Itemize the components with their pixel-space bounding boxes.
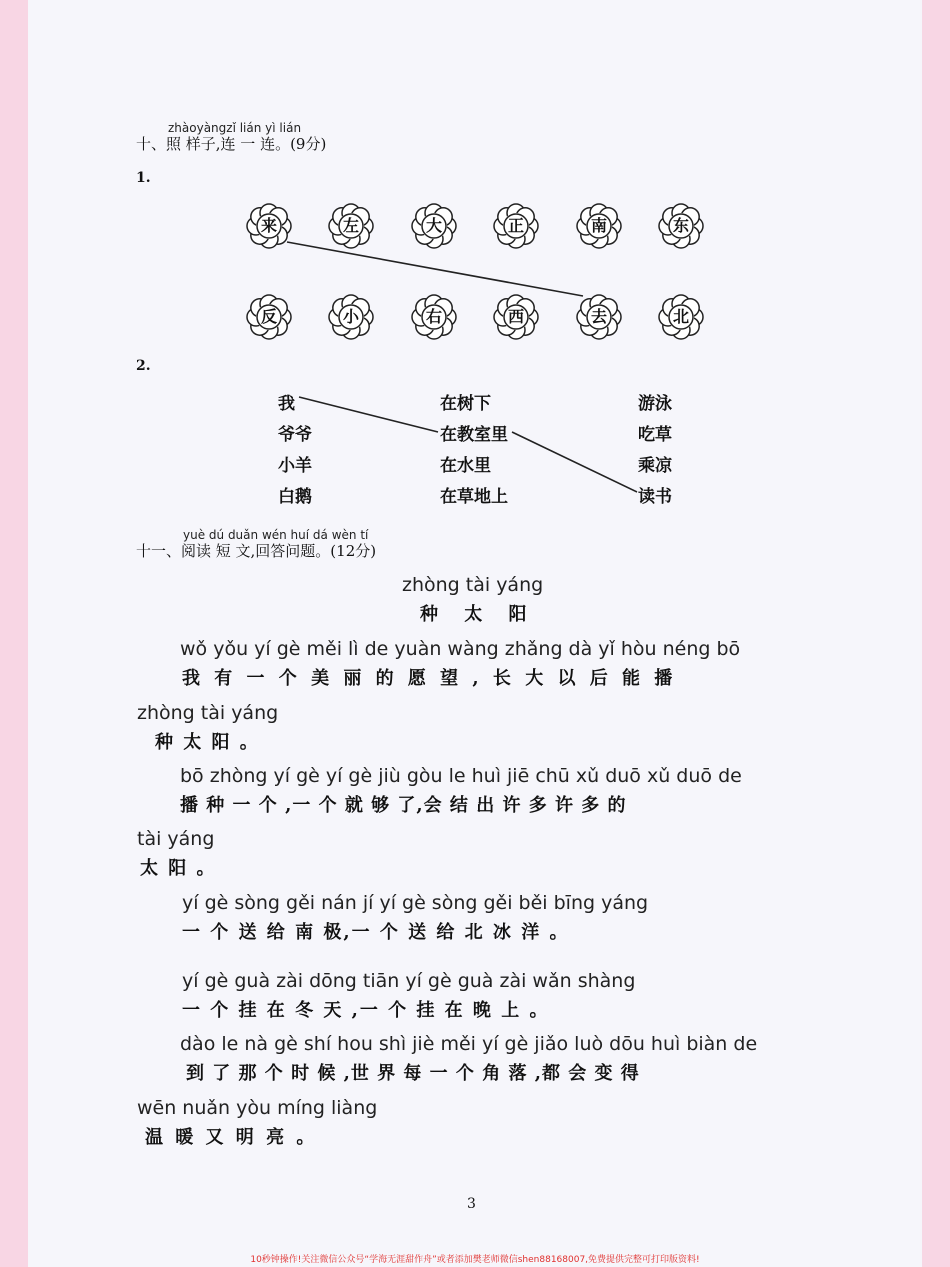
flower-top-3[interactable]: 大 — [409, 201, 459, 251]
passage-line-text: 种 太 阳 。 — [155, 732, 260, 753]
passage-line-text: 太 阳 。 — [140, 858, 217, 879]
passage-line-text: 我 有 一 个 美 丽 的 愿 望 , 长 大 以 后 能 播 — [182, 668, 677, 689]
example-line-q2a — [299, 397, 438, 432]
section11-pinyin: yuè dú duǎn wén huí dá wèn tí — [183, 528, 369, 542]
passage-line-text: 温 暖 又 明 亮 。 — [145, 1127, 318, 1148]
footer-notice: 10秒钟操作!关注微信公众号“学海无涯甜作舟”或者添加樊老师微信shen88168007,免费提供完整可打印版资料! — [250, 1255, 700, 1265]
flower-bottom-3[interactable]: 右 — [409, 292, 459, 342]
q2-col2-item[interactable]: 在树下 — [440, 394, 491, 414]
q2-col3-item[interactable]: 游泳 — [638, 394, 672, 414]
passage-line-pinyin: wēn nuǎn yòu míng liàng — [137, 1097, 378, 1119]
passage-title-pinyin: zhòng tài yáng — [402, 574, 544, 596]
flower-bottom-5[interactable]: 去 — [574, 292, 624, 342]
passage-line-pinyin: zhòng tài yáng — [137, 702, 279, 724]
passage-line-pinyin: dào le nà gè shí hou shì jiè měi yí gè jiǎo luò dōu huì biàn de — [180, 1033, 758, 1055]
passage-line-text: 一 个 送 给 南 极,一 个 送 给 北 冰 洋 。 — [182, 922, 570, 943]
flower-top-6[interactable]: 东 — [656, 201, 706, 251]
section10-pinyin: zhàoyàngzǐ lián yì lián — [168, 121, 302, 135]
q1-number: 1. — [136, 170, 151, 186]
passage-title: 种 太 阳 — [420, 604, 537, 625]
example-line-q1 — [287, 242, 583, 296]
flower-bottom-6[interactable]: 北 — [656, 292, 706, 342]
q2-col3-item[interactable]: 吃草 — [638, 425, 672, 445]
flower-bottom-1[interactable]: 反 — [244, 292, 294, 342]
flower-bottom-4[interactable]: 西 — [491, 292, 541, 342]
flower-top-2[interactable]: 左 — [326, 201, 376, 251]
q2-col2-item[interactable]: 在水里 — [440, 456, 491, 476]
flower-top-4[interactable]: 正 — [491, 201, 541, 251]
q2-col3-item[interactable]: 乘凉 — [638, 456, 672, 476]
page-number: 3 — [467, 1196, 476, 1212]
passage-line-pinyin: bō zhòng yí gè yí gè jiù gòu le huì jiē chū xǔ duō xǔ duō de — [180, 765, 742, 787]
passage-line-pinyin: yí gè guà zài dōng tiān yí gè guà zài wǎn shàng — [182, 970, 636, 992]
passage-line-text: 一 个 挂 在 冬 天 ,一 个 挂 在 晚 上 。 — [182, 1000, 550, 1021]
q2-col1-item[interactable]: 爷爷 — [278, 425, 312, 445]
q2-number: 2. — [136, 358, 151, 374]
q2-col2-item[interactable]: 在草地上 — [440, 487, 508, 507]
q2-col1-item[interactable]: 我 — [278, 394, 295, 414]
passage-line-pinyin: wǒ yǒu yí gè měi lì de yuàn wàng zhǎng dà yǐ hòu néng bō — [180, 638, 741, 660]
q2-col2-item[interactable]: 在教室里 — [440, 425, 508, 445]
passage-line-pinyin: yí gè sòng gěi nán jí yí gè sòng gěi běi bīng yáng — [182, 892, 649, 914]
section10-title: 十、照 样子,连 一 连。(9分) — [136, 135, 327, 153]
flower-top-5[interactable]: 南 — [574, 201, 624, 251]
q2-col1-item[interactable]: 白鹅 — [278, 487, 312, 507]
flower-bottom-2[interactable]: 小 — [326, 292, 376, 342]
q2-col1-item[interactable]: 小羊 — [278, 456, 312, 476]
q2-col3-item[interactable]: 读书 — [638, 487, 672, 507]
passage-line-text: 播 种 一 个 ,一 个 就 够 了,会 结 出 许 多 许 多 的 — [180, 795, 627, 816]
flower-top-1[interactable]: 来 — [244, 201, 294, 251]
section11-title: 十一、阅读 短 文,回答问题。(12分) — [136, 542, 377, 560]
passage-line-text: 到 了 那 个 时 候 ,世 界 每 一 个 角 落 ,都 会 变 得 — [186, 1063, 640, 1084]
example-line-q2b — [512, 432, 637, 492]
passage-line-pinyin: tài yáng — [137, 828, 215, 850]
